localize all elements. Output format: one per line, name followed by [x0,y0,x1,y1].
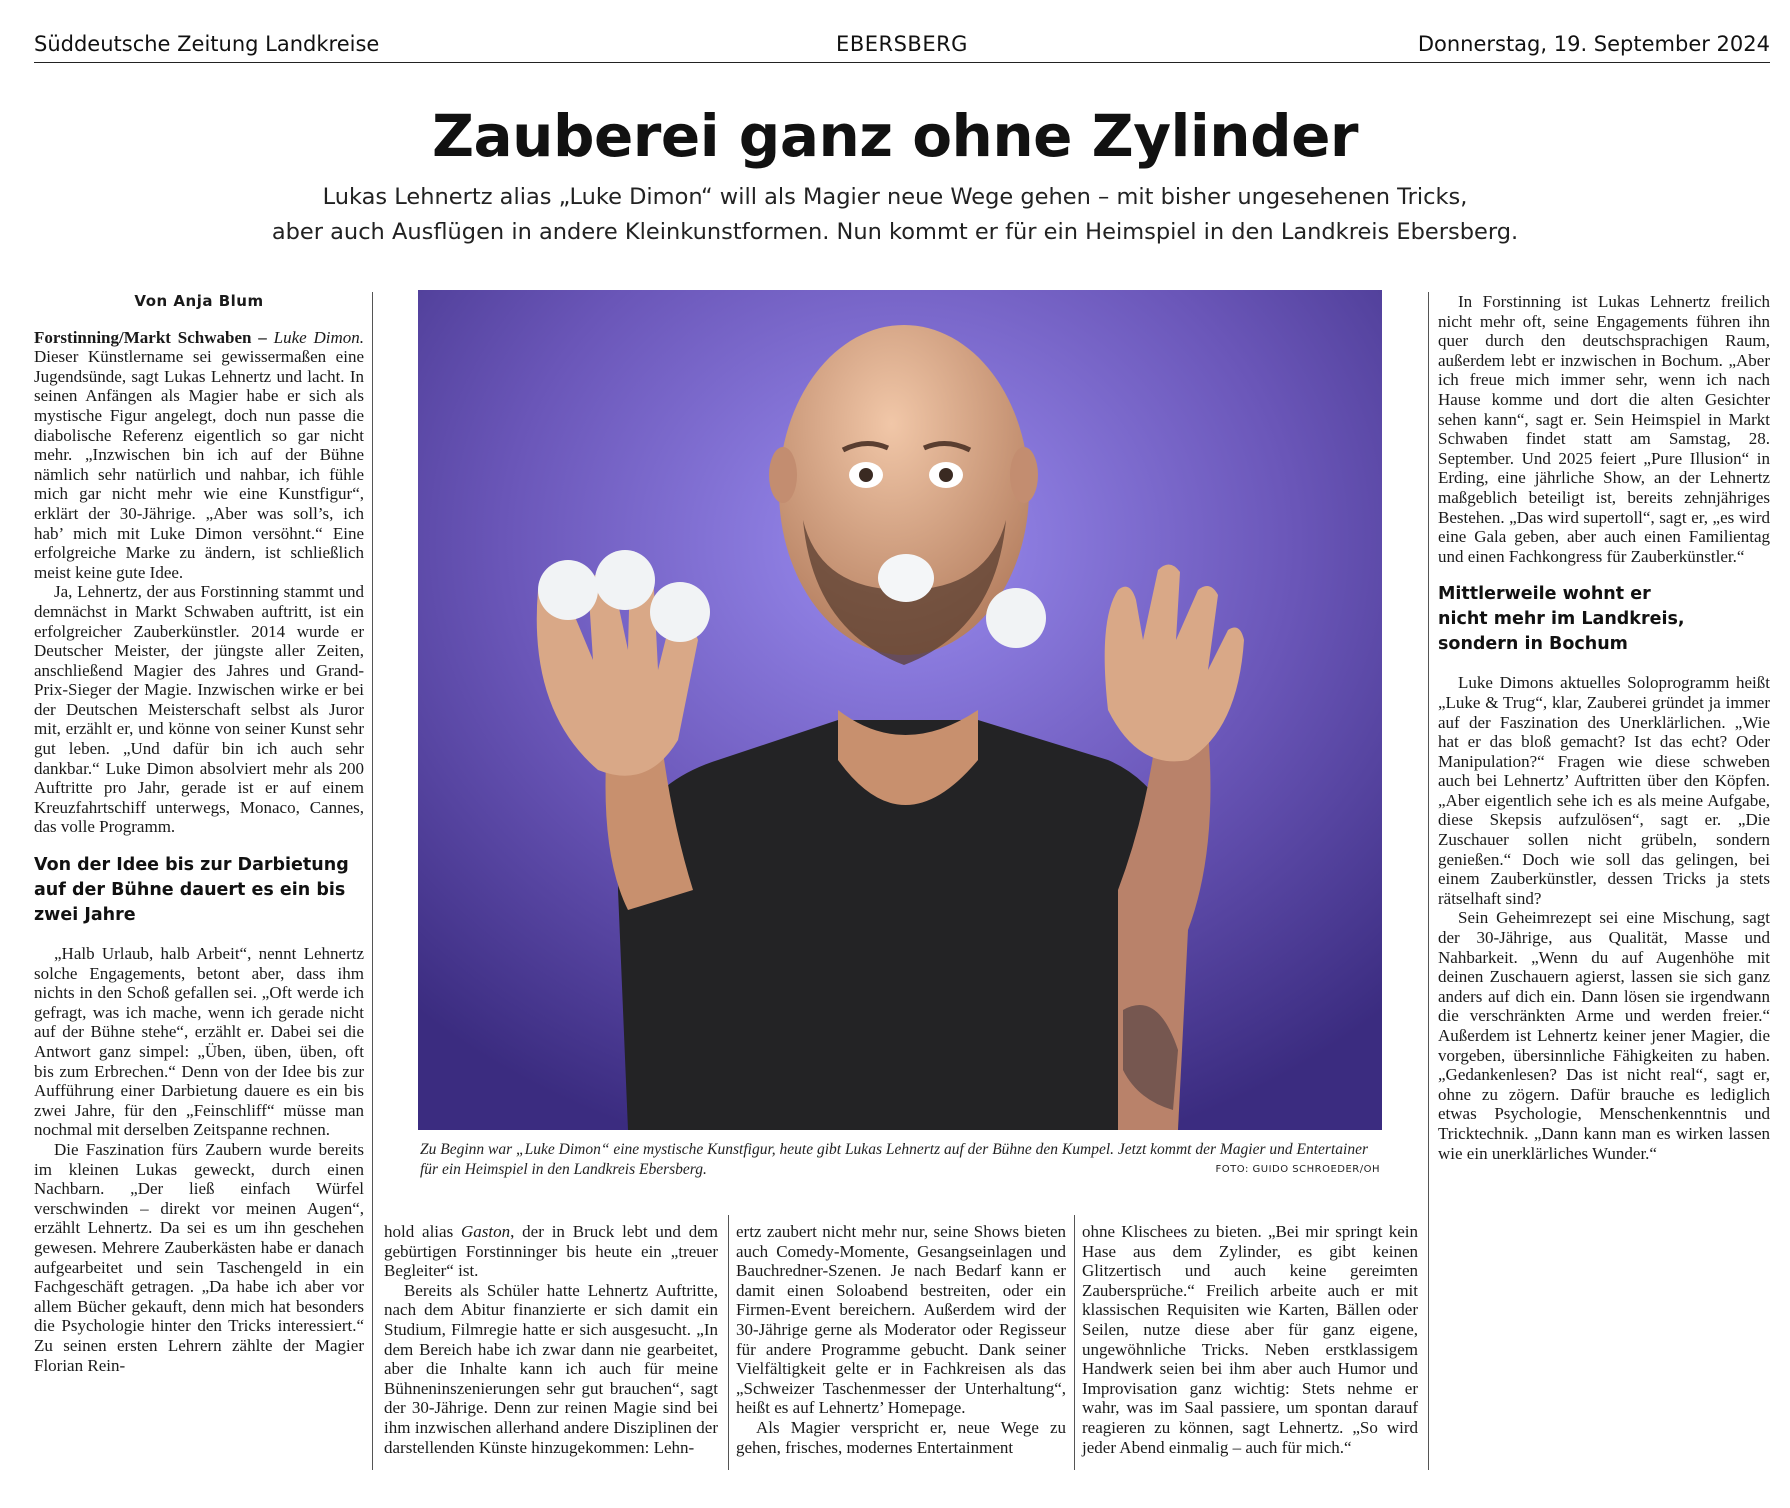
lead-text: Dieser Künstlername sei gewissermaßen eine Jugendsünde, sagt Lukas Lehnertz und lacht. In seinen Anfängen als Magier habe er sich als mystische Figur angelegt, doch nun passe die diabolische Referenz eigentlich so gar nicht mehr. „Inzwischen bin ich auf der Bühne nämlich sehr natürlich und nahbar, ich fühle mich gar nicht mehr wie eine Kunstfigur“, erklärt der 30-Jährige. „Aber was soll’s, ich hab’ mich mit Luke Dimon versöhnt.“ Eine erfolgreiche Marke zu ändern, ist schließlich meist keine gute Idee. [34,347,364,582]
standfirst [0,180,1790,250]
standfirst-line-2: aber auch Ausflügen in andere Kleinkunstformen. Nun kommt er für ein Heimspiel in den Landkreis Ebersberg. [271,219,1519,245]
column-3 [736,1222,1066,1457]
paragraph: Als Magier verspricht er, neue Wege zu gehen, frisches, modernes Entertainment [736,1417,1066,1457]
article-photo [418,290,1382,1130]
paragraph-text: , der in Bruck lebt und dem gebürtigen Forstinninger bis heute ein „treuer Begleiter“ ist. [384,1222,718,1281]
column-rule [1074,1215,1075,1470]
byline: Von Anja Blum [134,292,264,310]
paragraph: ohne Klischees zu bieten. „Bei mir springt kein Hase aus dem Zylinder, es gibt keinen Glitzertisch und auch keine gereimten Zaubersprüche.“ Freilich arbeite auch er mit klassischen Requisiten wie Karten, Bällen oder Seilen, nutze diese aber für ganz eigene, ungewöhnliche Tricks. Neben erstklassigem Handwerk seien bei ihm aber auch Humor und Improvisation ganz wichtig: Stets nehme er wahr, was im Saal passiere, um spontan darauf reagieren zu können, sagt Lehnertz. „So wird jeder Abend einmalig – auch für mich.“ [1082,1222,1418,1457]
paragraph: In Forstinning ist Lukas Lehnertz freilich nicht mehr oft, seine Engagements führen ihn quer durch den deutschsprachigen Raum, außerdem lebt er inzwischen in Bochum. „Aber ich freue mich immer sehr, wenn ich nach Hause komme und dort die alten Gesichter sehen kann“, sagt er. Sein Heimspiel in Markt Schwaben findet statt am Samstag, 28. September. Und 2025 feiert „Pure Illusion“ in Erding, eine jährliche Show, an der Lehnertz maßgeblich beteiligt ist, bereits zehnjähriges Bestehen. „Das wird supertoll“, sagt er, „es wird eine Gala geben, aber auch einen Familientag und einen Fachkongress für Zauberkünstler.“ [1438,292,1770,566]
caption-text: Zu Beginn war „Luke Dimon“ eine mystische Kunstfigur, heute gibt Lukas Lehnertz auf der Bühne den Kumpel. Jetzt kommt der Magier und Entertainer für ein Heimspiel in den Landkreis Ebersberg. [420,1141,1368,1178]
photo-credit: FOTO: GUIDO SCHROEDER/OH [1215,1164,1380,1175]
column-4 [1082,1222,1418,1457]
column-rule [1428,292,1429,1470]
photo-caption [420,1140,1380,1180]
subheading: Von der Idee bis zur Darbietung auf der Bühne dauert es ein bis zwei Jahre [34,855,349,926]
paragraph: Bereits als Schüler hatte Lehnertz Auftritte, nach dem Abitur finanzierte er sich damit ein Studium, Filmregie hatte er sich ausgesucht. „In dem Bereich habe ich zwar dann nie gearbeitet, aber die Inhalte kann ich auch für meine Bühneninszenierungen sehr gut brauchen“, sagt der 30-Jährige. Denn zur reinen Magie sind bei ihm inzwischen allerhand andere Disziplinen der darstellenden Künste hinzugekommen: Lehn- [384,1280,718,1457]
column-rule [728,1215,729,1470]
masthead [34,30,1770,63]
lead-paragraph [34,328,364,583]
paragraph: Die Faszination fürs Zaubern wurde bereits im kleinen Lukas geweckt, durch einen Nachbarn. „Der ließ einfach Würfel verschwinden – direkt vor meinen Augen“, erzählt Lehnertz. Da sei es um ihn geschehen gewesen. Mehrere Zauberkästen habe er danach aufgearbeitet und sein Taschengeld in ein Fachgeschäft getragen. „Da habe ich aber vor allem Bücher gekauft, denn mich hat besonders die Psychologie hinter den Tricks interessiert.“ Zu seinen ersten Lehrern zählte der Magier Florian Rein- [34,1139,364,1375]
paragraph [384,1222,718,1281]
paragraph: „Halb Urlaub, halb Arbeit“, nennt Lehnertz solche Engagements, betont aber, dass ihm nichts in den Schoß gefallen sei. „Oft werde ich gefragt, was ich mache, wenn ich gerade nicht auf der Bühne stehe“, erzählt er. Dabei sei die Antwort ganz simpel: „Üben, üben, üben, oft bis zum Erbrechen.“ Denn von der Idee bis zur Aufführung einer Darbietung dauere es ein bis zwei Jahre, für den „Feinschliff“ müsse man nochmal mit derselben Zeitspanne rechnen. [34,944,364,1140]
section-region: EBERSBERG [836,32,968,56]
issue-date: Donnerstag, 19. September 2024 [1417,32,1770,56]
column-rule [372,292,373,1470]
dateline: Forstinning/Markt Schwaben – [34,327,267,347]
paragraph: Ja, Lehnertz, der aus Forstinning stammt und demnächst in Markt Schwaben auftritt, ist ein erfolgreicher Zauberkünstler. 2014 wurde er Deutscher Meister, der jüngste aller Zeiten, anschließend Magier des Jahres und Grand-Prix-Sieger der Magie. Inzwischen wirke er bei der Deutschen Meisterschaft selbst als Juror mit, erzählt er, und könne von seiner Kunst sehr gut leben. „Und dafür bin ich auch sehr dankbar.“ Luke Dimon absolviert mehr als 200 Auftritte pro Jahr, gerade ist er auf einem Kreuzfahrtschiff unterwegs, Monaco, Cannes, das volle Programm. [34,582,364,837]
column-2 [384,1222,718,1457]
headline: Zauberei ganz ohne Zylinder [431,102,1359,170]
paragraph: Luke Dimons aktuelles Soloprogramm heißt „Luke & Trug“, klar, Zauberei gründet ja immer auf der Faszination des Unerklärlichen. „Wie hat er das bloß gemacht? Ist das echt? Oder Manipulation?“ Fragen wie diese schweben auch bei Lehnertz’ Auftritten über den Köpfen. „Aber eigentlich sehe ich es als meine Aufgabe, diese Skepsis aufzulösen“, sagt er. „Die Zuschauer sollen nicht grübeln, sondern genießen.“ Doch wie soll das gelingen, bei einem Zauberkünstler, dessen Tricks ja stets rätselhaft sind? [1438,673,1770,908]
alias-name: Gaston [461,1222,511,1241]
standfirst-line-1: Lukas Lehnertz alias „Luke Dimon“ will als Magier neue Wege gehen – mit bisher ungesehenen Tricks, [322,184,1468,210]
stage-name: Luke Dimon. [273,327,365,347]
magician-photo [418,290,1382,1130]
column-right [1438,292,1770,1163]
paragraph: Sein Geheimrezept sei eine Mischung, sagt der 30-Jährige, aus Qualität, Masse und Nahbarkeit. „Wenn du auf Augenhöhe mit deinen Zuschauern agierst, lassen sie sich ganz anders auf dich ein. Dann lösen sie irgendwann die verschränkten Arme und werden freier.“ Außerdem ist Lehnertz keiner jener Magier, die vorgeben, übersinnliche Fähigkeiten zu haben. „Gedankenlesen? Das ist nicht real“, sagt er, ohne zu zögern. Dafür brauche es lediglich etwas Psychologie, Menschenkenntnis und Tricktechnik. „Dann kann man es wirken lassen wie ein unerklärliches Wunder.“ [1438,908,1770,1163]
paragraph: ertz zaubert nicht mehr nur, seine Shows bieten auch Comedy-Momente, Gesangseinlagen und Bauchredner-Szenen. Je nach Bedarf kann er damit einen Soloabend bestreiten, oder ein Firmen-Event bereichern. Außerdem wird der 30-Jährige gerne als Moderator oder Regisseur für andere Programme gebucht. Dank seiner Vielfältigkeit gelte er in Fachkreisen als das „Schweizer Taschenmesser der Unterhaltung“, heißt es auf Lehnertz’ Homepage. [736,1222,1066,1418]
subheading: Mittlerweile wohnt er nicht mehr im Landkreis, sondern in Bochum [1438,584,1685,655]
paragraph-text: hold alias [384,1222,454,1241]
publication-name: Süddeutsche Zeitung Landkreise [34,32,380,56]
column-1 [34,292,364,1375]
